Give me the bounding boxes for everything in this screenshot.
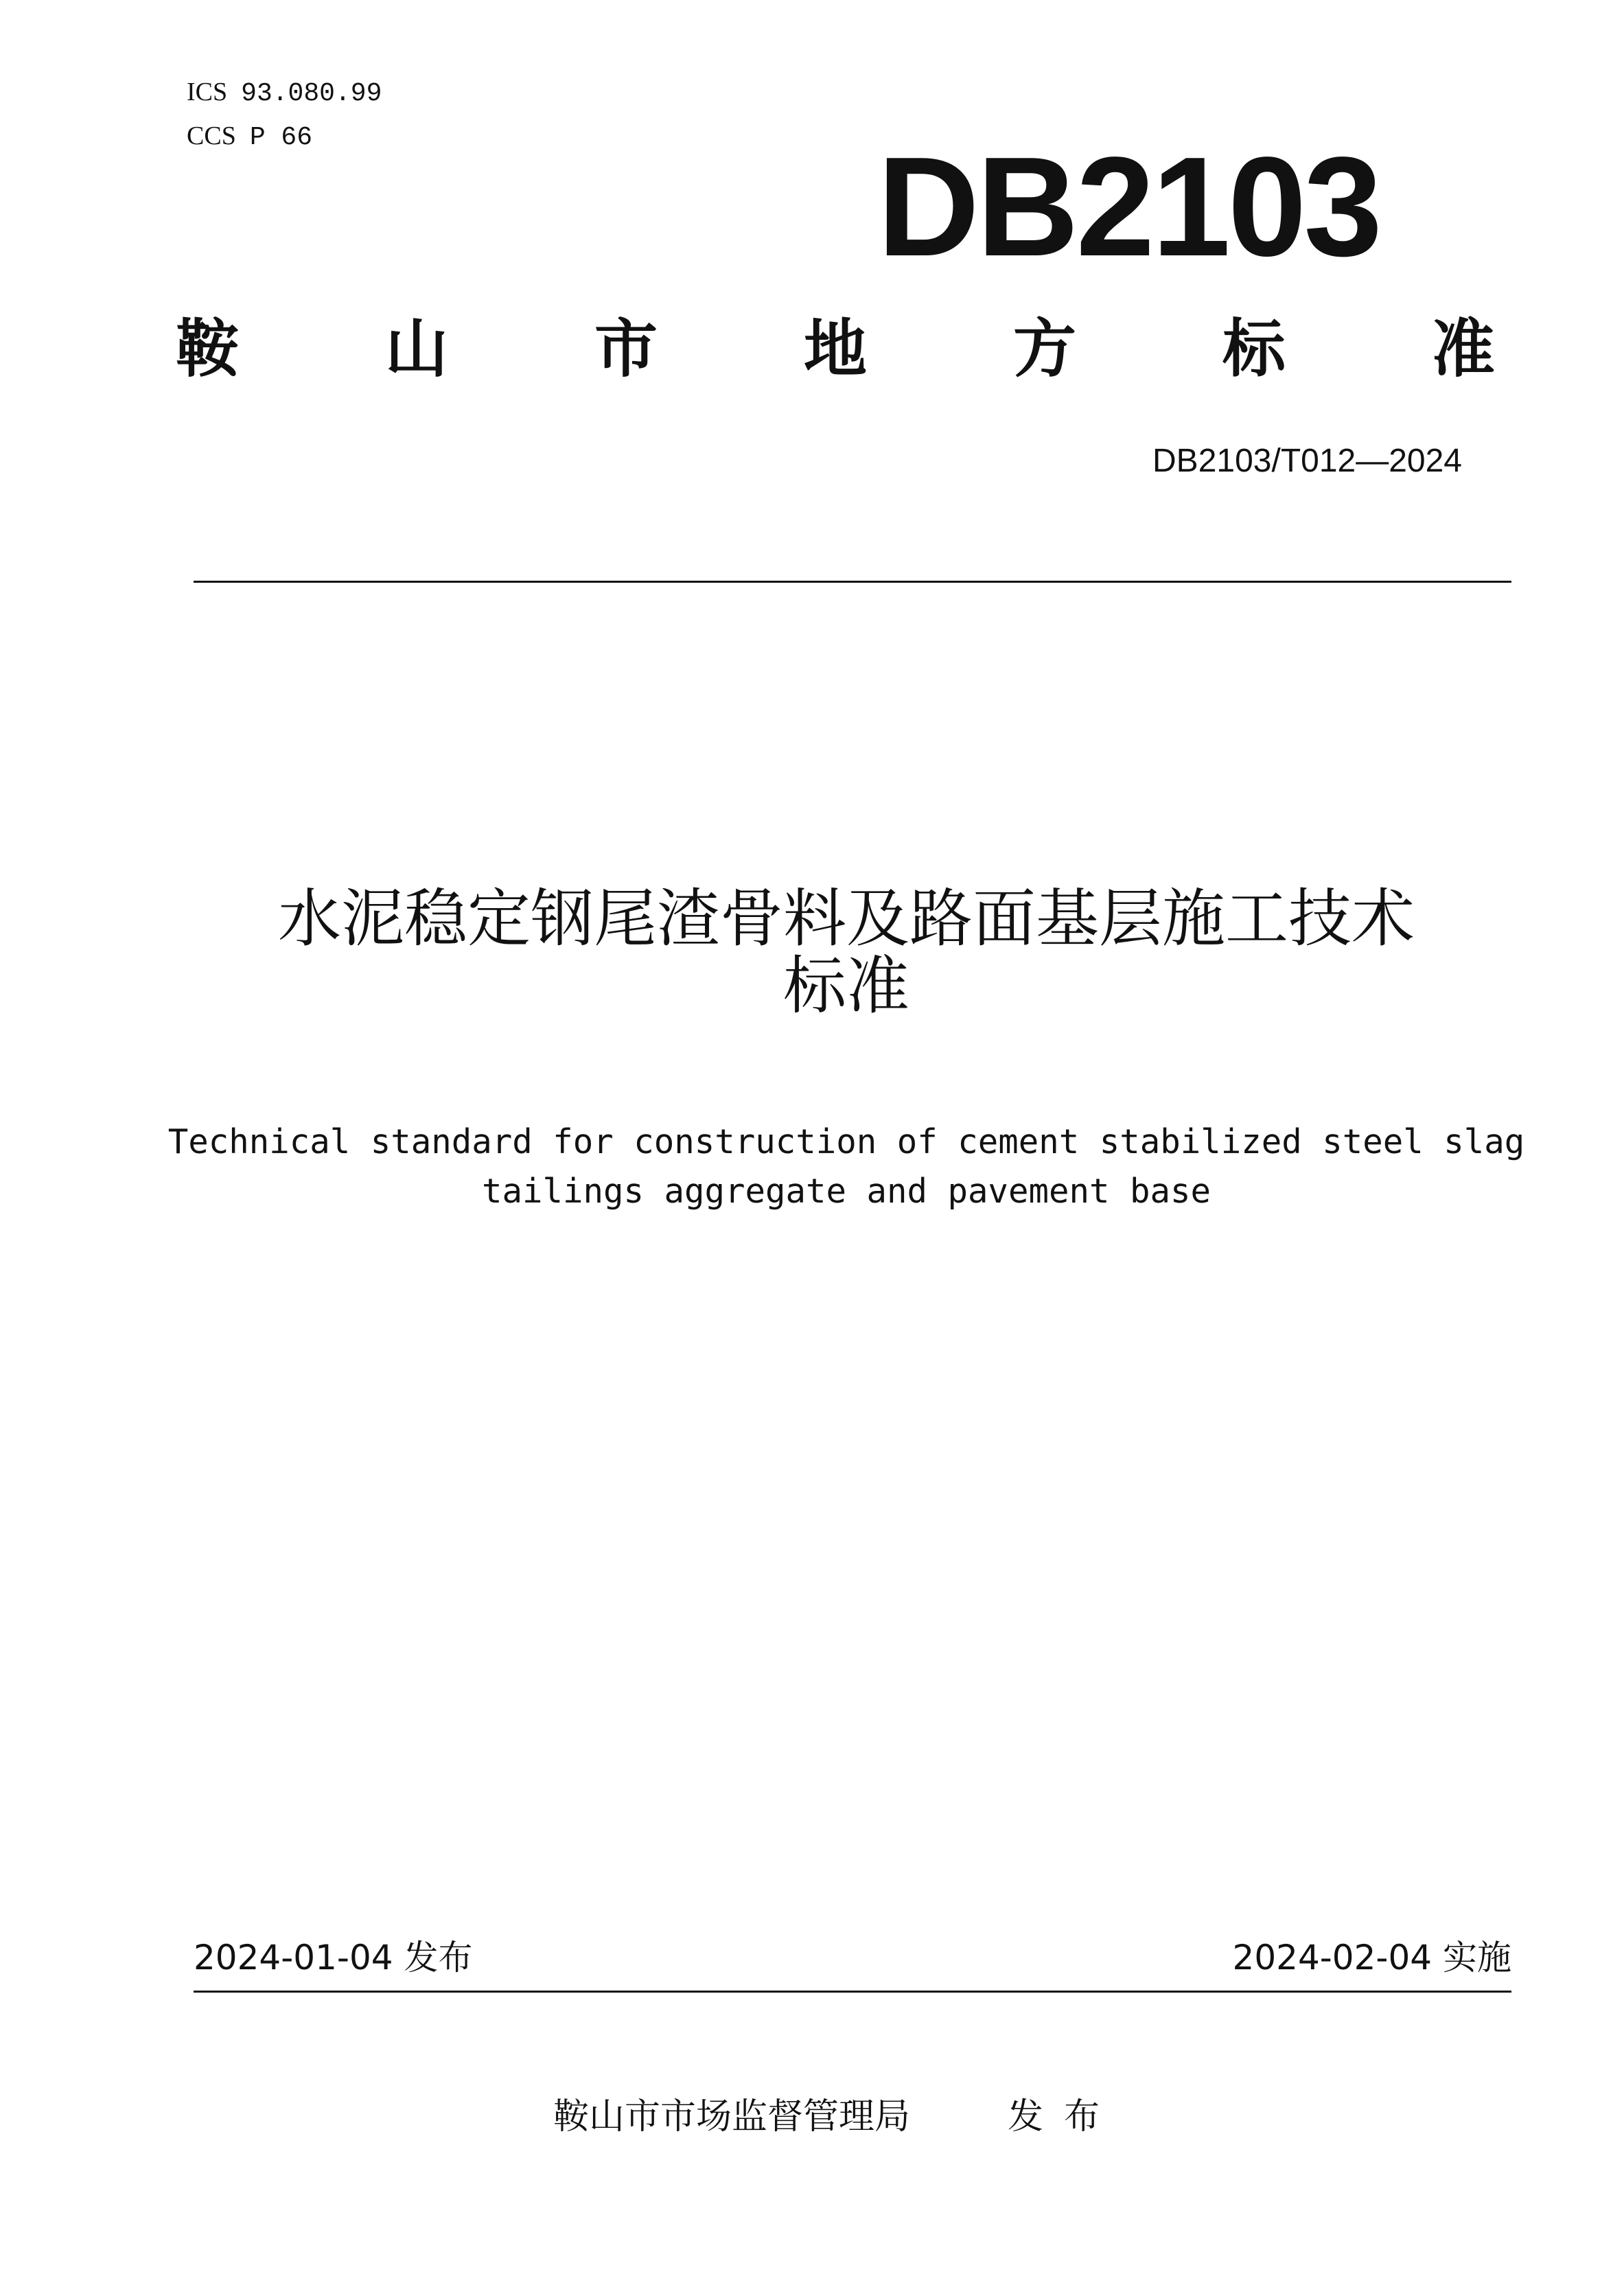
bottom-divider — [194, 1991, 1511, 1993]
ccs-classification — [187, 121, 312, 153]
standard-number: DB2103/T012—2024 — [1152, 443, 1462, 479]
title-english-line: tailings aggregate and pavement base — [481, 1172, 1211, 1211]
title-chinese-line: 标准 — [782, 949, 909, 1023]
standard-type-char: 准 — [1431, 312, 1495, 386]
ics-label: ICS — [187, 78, 228, 106]
standard-type-char: 山 — [384, 312, 448, 386]
standard-type-char: 地 — [803, 312, 867, 386]
issuing-action: 发布 — [1008, 2096, 1121, 2137]
ccs-label: CCS — [187, 121, 236, 150]
title-chinese-line: 水泥稳定钢尾渣骨料及路面基层施工技术 — [277, 882, 1415, 955]
standard-type-char: 市 — [594, 312, 658, 386]
ccs-code: P 66 — [249, 123, 313, 152]
publish-date: 2024-01-04 发布 — [194, 1938, 473, 1978]
issuing-authority: 鞍山市市场监督管理局 — [553, 2096, 911, 2137]
standard-type-char: 方 — [1012, 312, 1076, 386]
standard-type-heading — [176, 312, 1495, 387]
ics-code: 93.080.99 — [241, 79, 382, 108]
title-chinese — [137, 882, 1555, 1023]
implementation-date: 2024-02-04 实施 — [1232, 1938, 1511, 1978]
top-divider — [194, 581, 1511, 583]
standard-code-logo: DB2103 — [877, 128, 1380, 286]
ics-classification — [187, 77, 382, 109]
standard-type-char: 标 — [1222, 312, 1286, 386]
title-english-line: Technical standard for construction of cement stabilized steel slag — [167, 1122, 1525, 1161]
title-english — [137, 1117, 1555, 1216]
standard-type-char: 鞍 — [176, 312, 240, 386]
